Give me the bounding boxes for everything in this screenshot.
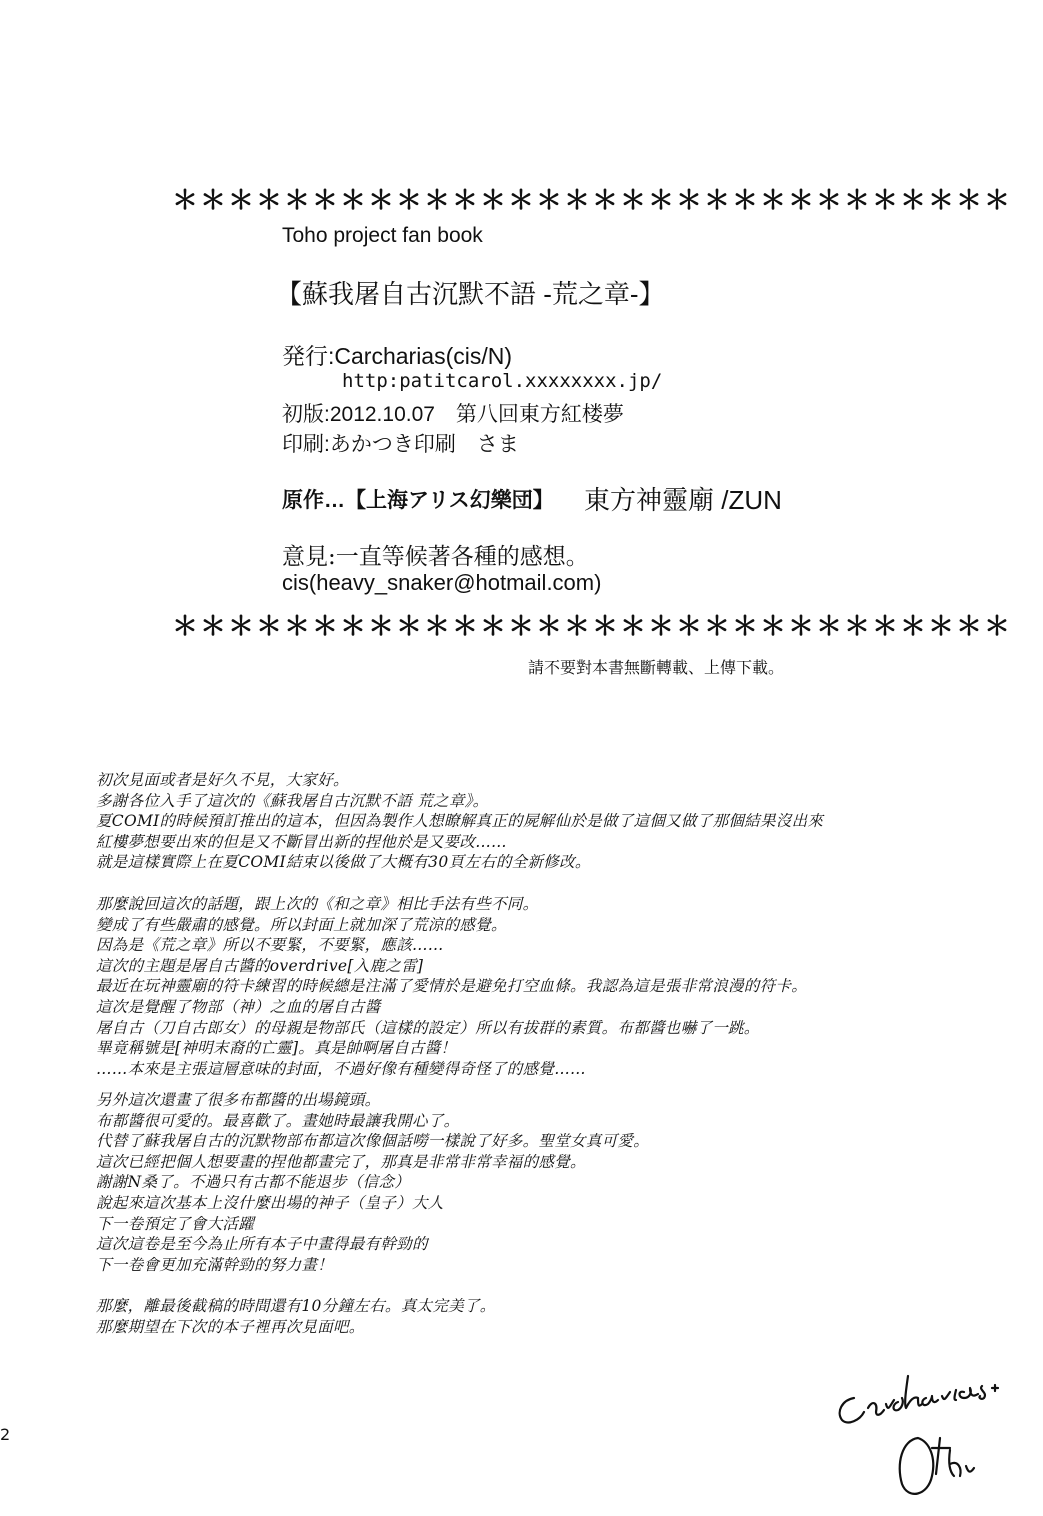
first-edition: 初版:2012.10.07 第八回東方紅楼夢	[282, 403, 624, 426]
afterword-paragraph-4	[96, 1296, 916, 1337]
afterword-paragraph-1	[96, 770, 916, 873]
text-line: 代替了蘇我屠自古的沉默物部布都這次像個話嘮一樣說了好多。聖堂女真可愛。	[96, 1132, 650, 1151]
text-line: 下一卷預定了會大活躍	[96, 1214, 255, 1233]
text-line: 說起來這次基本上沒什麼出場的神子（皇子）大人	[96, 1193, 444, 1212]
afterword-paragraph-3	[96, 1090, 916, 1275]
text-line: 畢竟稱號是[神明末裔的亡靈]。真是帥啊屠自古醬！	[96, 1039, 457, 1058]
text-line: 這次這卷是至今為止所有本子中畫得最有幹勁的	[96, 1235, 428, 1254]
divider-bottom: ＊＊＊＊＊＊＊＊＊＊＊＊＊＊＊＊＊＊＊＊＊＊＊＊＊＊＊＊＊＊	[172, 612, 1013, 642]
text-line: 另外這次還畫了很多布都醬的出場鏡頭。	[96, 1091, 381, 1109]
divider-top: ＊＊＊＊＊＊＊＊＊＊＊＊＊＊＊＊＊＊＊＊＊＊＊＊＊＊＊＊＊＊	[172, 186, 1013, 216]
text-line: 那麼期望在下次的本子裡再次見面吧。	[96, 1317, 365, 1336]
original-label: 原作…【上海アリス幻樂団】	[282, 489, 554, 512]
book-title: 【蘇我屠自古沉默不語 -荒之章-】	[276, 279, 665, 309]
text-line: ……本來是主張這層意味的封面，不過好像有種變得奇怪了的感覺……	[96, 1059, 586, 1078]
text-line: 多謝各位入手了這次的《蘇我屠自古沉默不語 荒之章》。	[96, 791, 489, 810]
contact-email: cis(heavy_snaker@hotmail.com)	[282, 570, 602, 595]
text-line: 這次是覺醒了物部（神）之血的屠自古醬	[96, 997, 381, 1016]
text-line: 紅樓夢想要出來的但是又不斷冒出新的捏他於是又要改……	[96, 832, 507, 851]
text-line: 那麼說回這次的話題，跟上次的《和之章》相比手法有些不同。	[96, 895, 539, 913]
copyright-notice: 請不要對本書無斷轉載、上傳下載。	[528, 658, 785, 677]
signature-image	[832, 1368, 1022, 1508]
text-line: 夏COMI的時候預訂推出的這本，但因為製作人想瞭解真正的屍解仙於是做了這個又做了那個結果沒出來	[96, 812, 824, 831]
text-line: 最近在玩神靈廟的符卡練習的時候總是注滿了愛情於是避免打空血條。我認為這是張非常浪漫的符卡。	[96, 977, 808, 996]
text-line: 下一卷會更加充滿幹勁的努力畫！	[96, 1255, 334, 1274]
publisher: 発行:Carcharias(cis/N)	[282, 343, 513, 369]
text-line: 謝謝N桑了。不過只有古都不能退步（信念）	[96, 1173, 411, 1192]
printer: 印刷:あかつき印刷 さま	[282, 433, 519, 456]
text-line: 就是這樣實際上在夏COMI結束以後做了大概有30頁左右的全新修改。	[96, 853, 591, 872]
publisher-url: http:patitcarol.xxxxxxxx.jp/	[342, 370, 663, 392]
text-line: 這次已經把個人想要畫的捏他都畫完了，那真是非常非常幸福的感覺。	[96, 1152, 586, 1171]
original-work: 東方神靈廟 /ZUN	[584, 485, 782, 515]
text-line: 那麼，離最後截稿的時間還有10分鐘左右。真太完美了。	[96, 1297, 496, 1315]
afterword-paragraph-2	[96, 894, 916, 1079]
text-line: 初次見面或者是好久不見，大家好。	[96, 771, 349, 789]
feedback-line: 意見:一直等候著各種的感想。	[282, 544, 589, 570]
series-label: Toho project fan book	[282, 224, 483, 247]
text-line: 這次的主題是屠自古醬的overdrive[入鹿之雷]	[96, 956, 424, 975]
text-line: 布都醬很可愛的。最喜歡了。畫她時最讓我開心了。	[96, 1111, 460, 1130]
text-line: 屠自古（刀自古郎女）的母親是物部氏（這樣的設定）所以有拔群的素質。布都醬也嚇了一跳。	[96, 1018, 760, 1037]
text-line: 因為是《荒之章》所以不要緊，不要緊，應該……	[96, 936, 444, 955]
text-line: 變成了有些嚴肅的感覺。所以封面上就加深了荒涼的感覺。	[96, 915, 507, 934]
page-number: 2	[0, 1425, 11, 1444]
